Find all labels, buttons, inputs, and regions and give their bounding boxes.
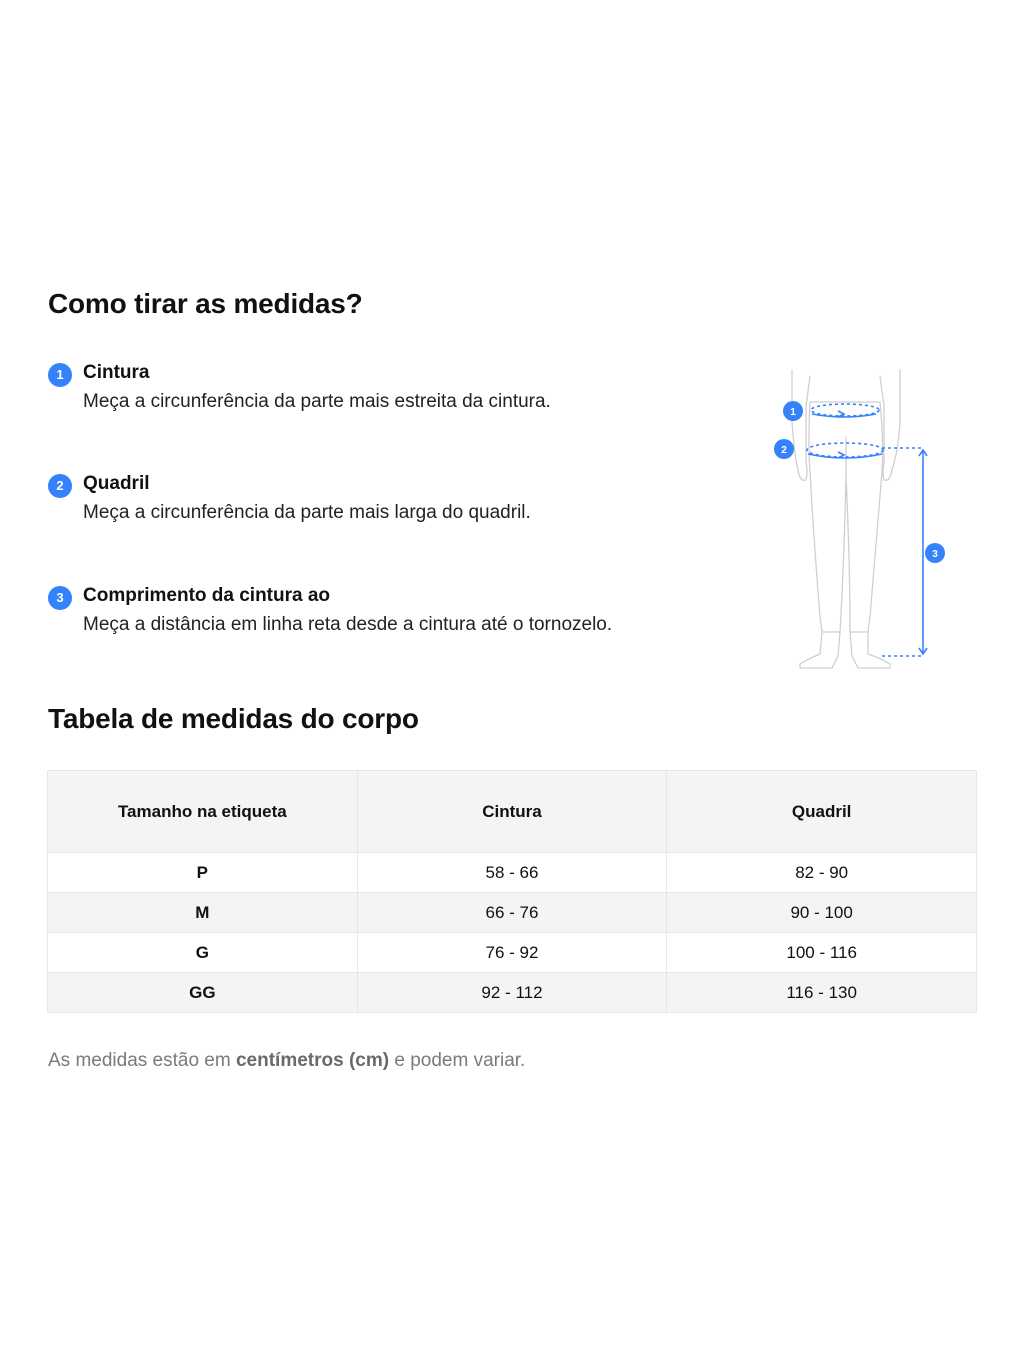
hip-cell: 116 - 130: [667, 973, 977, 1013]
hip-cell: 90 - 100: [667, 893, 977, 933]
size-table-body: [48, 853, 977, 1013]
figure-outline: [792, 370, 900, 668]
waist-cell: 76 - 92: [357, 933, 667, 973]
waist-cell: 92 - 112: [357, 973, 667, 1013]
step-length: [48, 583, 728, 643]
hip-cell: 82 - 90: [667, 853, 977, 893]
size-cell: GG: [48, 973, 358, 1013]
hip-cell: 100 - 116: [667, 933, 977, 973]
step-number-badge: 1: [48, 363, 72, 387]
marker-2-label: 2: [781, 445, 787, 456]
size-table: [47, 770, 977, 1013]
footnote-emphasis: centímetros (cm): [235, 1050, 390, 1071]
step-title: Cintura: [83, 362, 150, 383]
table-title: Tabela de medidas do corpo: [48, 703, 419, 734]
header-waist: Cintura: [357, 771, 667, 853]
waist-cell: 66 - 76: [357, 893, 667, 933]
size-cell: M: [48, 893, 358, 933]
size-cell: P: [48, 853, 358, 893]
table-row: [48, 853, 977, 893]
pants-measurement-illustration: [770, 362, 950, 677]
units-footnote: [48, 1050, 525, 1072]
step-description: Meça a distância em linha reta desde a cintura até o tornozelo.: [83, 614, 613, 635]
header-hip: Quadril: [667, 771, 977, 853]
size-table-header: [48, 771, 977, 853]
header-size-label: Tamanho na etiqueta: [48, 771, 358, 853]
step-number-badge: 3: [48, 586, 72, 610]
table-row: [48, 893, 977, 933]
header-row: [48, 771, 977, 853]
step-hip: [48, 471, 728, 531]
step-number-badge: 2: [48, 474, 72, 498]
step-title: Quadril: [83, 473, 150, 494]
marker-3-label: 3: [932, 549, 938, 560]
table-row: [48, 933, 977, 973]
howto-title: Como tirar as medidas?: [48, 288, 363, 319]
step-waist: [48, 360, 728, 420]
step-description: Meça a circunferência da parte mais estreita da cintura.: [83, 391, 551, 412]
step-description: Meça a circunferência da parte mais larga do quadril.: [83, 502, 531, 523]
step-title: Comprimento da cintura ao: [83, 585, 331, 606]
footnote-prefix: As medidas estão em: [48, 1050, 236, 1071]
size-cell: G: [48, 933, 358, 973]
footnote-suffix: e podem variar.: [389, 1050, 526, 1071]
marker-1-label: 1: [790, 407, 796, 418]
table-row: [48, 973, 977, 1013]
measure-lines: [807, 404, 927, 656]
waist-cell: 58 - 66: [357, 853, 667, 893]
illustration-markers: [774, 401, 945, 563]
